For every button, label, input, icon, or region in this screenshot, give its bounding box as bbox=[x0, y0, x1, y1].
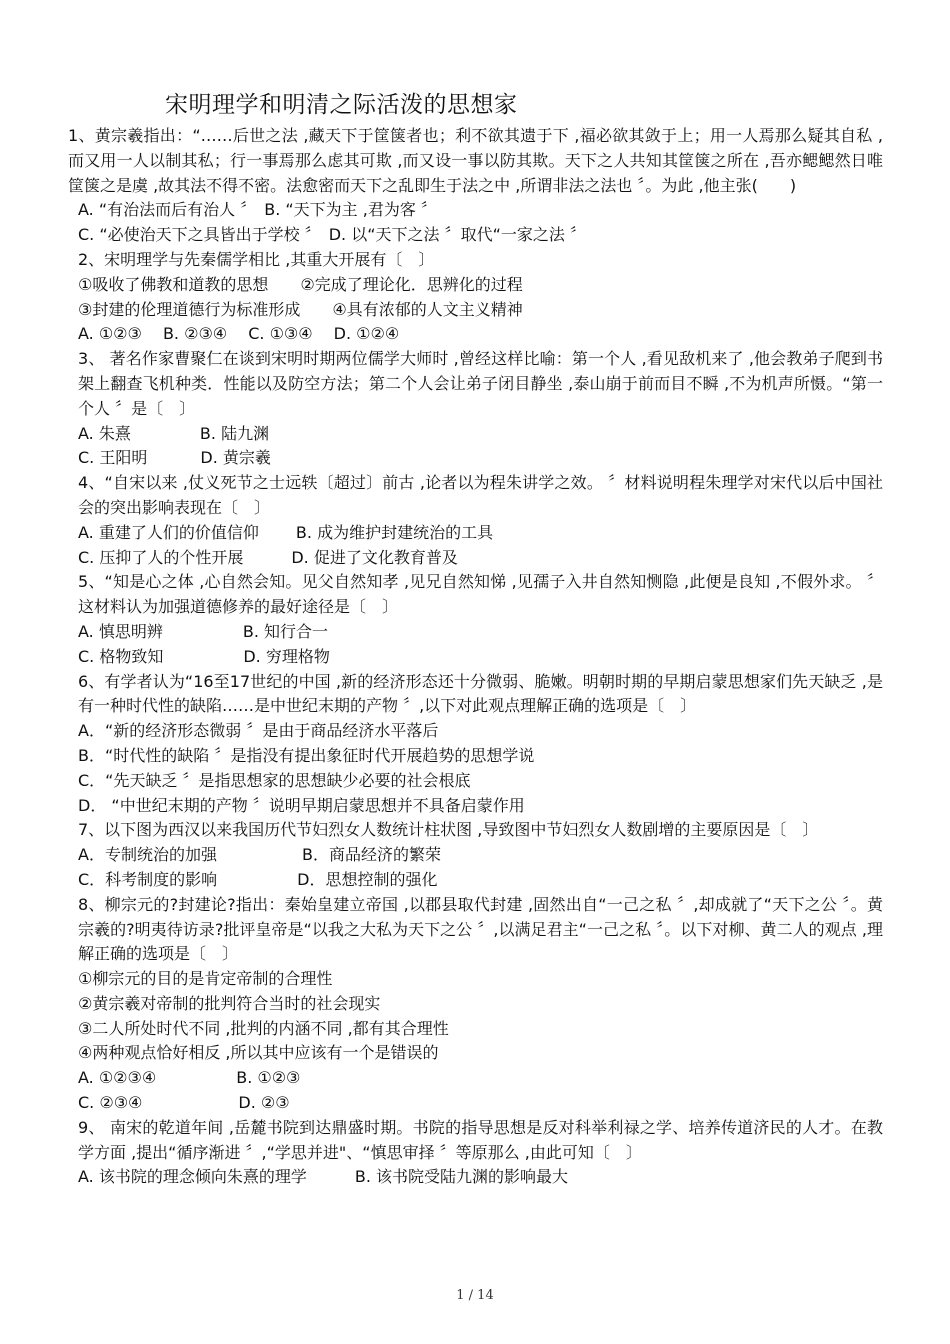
answer-option-line: A. 该书院的理念倾向朱熹的理学 B. 该书院受陆九渊的影响最大 bbox=[78, 1167, 568, 1187]
answer-option-line: C. 王阳明 D. 黄宗羲 bbox=[78, 448, 271, 468]
question-paragraph: 3、 著名作家曹聚仁在谈到宋明时期两位儒学大师时 ,曾经这样比喻：第一个人 ,看见敌机来了 ,他会教弟子爬到书架上翻查飞机种类．性能以及防空方法；第二个人会让弟子闭目静坐 ,泰山崩于前而目不瞬 ,不为机声所慑。“第一个人 〞是〔 〕 bbox=[78, 349, 883, 418]
answer-option-line: ①吸收了佛教和道教的思想 ②完成了理论化．思辨化的过程 bbox=[78, 274, 523, 294]
answer-option-line: C．科考制度的影响 D．思想控制的强化 bbox=[78, 869, 438, 889]
document-body bbox=[68, 124, 883, 1190]
answer-option-line: ②黄宗羲对帝制的批判符合当时的社会现实 bbox=[78, 993, 381, 1013]
question-paragraph: 1、黄宗羲指出：“……后世之法 ,藏天下于筐箧者也；利不欲其遗于下 ,福必欲其敛于上；用一人焉那么疑其自私 ,而又用一人以制其私；行一事焉那么虑其可欺 ,而又设一事以防其欺。天下之人共知其筐箧之所在 ,吾亦鳃鳃然日唯筐箧之是虞 ,故其法不得不密。法愈密而天下之乱即生于法之中 ,所谓非法之法也 〞。为此 ,他主张( ) bbox=[68, 126, 883, 195]
answer-option-line: ③封建的伦理道德行为标准形成 ④具有浓郁的人文主义精神 bbox=[78, 299, 523, 319]
answer-option-line: A．“新的经济形态微弱 〞是由于商品经济水平落后 bbox=[78, 721, 439, 741]
answer-option-line: C．“先天缺乏 〞是指思想家的思想缺少必要的社会根底 bbox=[78, 770, 471, 790]
answer-option-line: A. ①②③ B. ②③④ C. ①③④ D. ①②④ bbox=[78, 324, 400, 344]
answer-option-line: C. “必使治天下之具皆出于学校 〞 D. 以“天下之法 〞取代“一家之法 〞 bbox=[78, 225, 586, 245]
answer-option-line: A. “有治法而后有治人 〞 B. “天下为主 ,君为客 〞 bbox=[78, 200, 437, 220]
answer-option-line: ④两种观点恰好相反 ,所以其中应该有一个是错误的 bbox=[78, 1043, 439, 1063]
answer-option-line: C. 格物致知 D. 穷理格物 bbox=[78, 646, 330, 666]
question-paragraph: 2、宋明理学与先秦儒学相比 ,其重大开展有〔 〕 bbox=[78, 249, 435, 269]
answer-option-line: A. ①②③④ B. ①②③ bbox=[78, 1068, 301, 1088]
question-paragraph: 6、有学者认为“16至17世纪的中国 ,新的经济形态还十分微弱、脆嫩。明朝时期的早期启蒙思想家们先天缺乏 ,是有一种时代性的缺陷……是中世纪末期的产物 〞,以下对此观点理解正确的选项是〔 〕 bbox=[78, 671, 883, 716]
answer-option-line: A. 朱熹 B. 陆九渊 bbox=[78, 423, 270, 443]
question-paragraph: 4、“自宋以来 ,仗义死节之士远轶〔超过〕前古 ,论者以为程朱讲学之效。 〞材料说明程朱理学对宋代以后中国社会的突出影响表现在〔 〕 bbox=[78, 473, 883, 517]
question-paragraph: 5、“知是心之体 ,心自然会知。见父自然知孝 ,见兄自然知悌 ,见孺子入井自然知恻隐 ,此便是良知 ,不假外求。 〞这材料认为加强道德修养的最好途径是〔 〕 bbox=[78, 572, 883, 617]
question-paragraph: 9、 南宋的乾道年间 ,岳麓书院到达鼎盛时期。书院的指导思想是反对科举利禄之学、培养传道济民的人才。在教学方面 ,提出“循序渐进 〞,“学思并进"、“慎思审择 〞等原那么 ,由此可知〔 〕 bbox=[78, 1117, 883, 1162]
page-number: 1 / 14 bbox=[456, 1288, 494, 1303]
answer-option-line: C. ②③④ D. ②③ bbox=[78, 1093, 290, 1113]
answer-option-line: B．“时代性的缺陷 〞是指没有提出象征时代开展趋势的思想学说 bbox=[78, 745, 535, 765]
answer-option-line: D． “中世纪末期的产物 〞说明早期启蒙思想并不具备启蒙作用 bbox=[78, 795, 525, 815]
page-title: 宋明理学和明清之际活泼的思想家 bbox=[165, 92, 518, 118]
answer-option-line: ③二人所处时代不同 ,批判的内涵不同 ,都有其合理性 bbox=[78, 1018, 449, 1038]
answer-option-line: A．专制统治的加强 B．商品经济的繁荣 bbox=[78, 845, 442, 865]
answer-option-line: A. 慎思明辨 B. 知行合一 bbox=[78, 621, 328, 641]
question-paragraph: 7、以下图为西汉以来我国历代节妇烈女人数统计柱状图 ,导致图中节妇烈女人数剧增的主要原因是〔 〕 bbox=[78, 820, 819, 840]
answer-option-line: A. 重建了人们的价值信仰 B. 成为维护封建统治的工具 bbox=[78, 522, 494, 542]
answer-option-line: C. 压抑了人的个性开展 D. 促进了文化教育普及 bbox=[78, 547, 458, 567]
question-paragraph: 8、柳宗元的?封建论?指出：秦始皇建立帝国 ,以郡县取代封建 ,固然出自“一己之私 〞,却成就了“天下之公 〞。黄宗羲的?明夷待访录?批评皇帝是“以我之大私为天下之公 〞,以满足君主“一己之私 〞。以下对柳、黄二人的观点 ,理解正确的选项是〔 〕 bbox=[78, 894, 883, 964]
answer-option-line: ①柳宗元的目的是肯定帝制的合理性 bbox=[78, 969, 333, 989]
